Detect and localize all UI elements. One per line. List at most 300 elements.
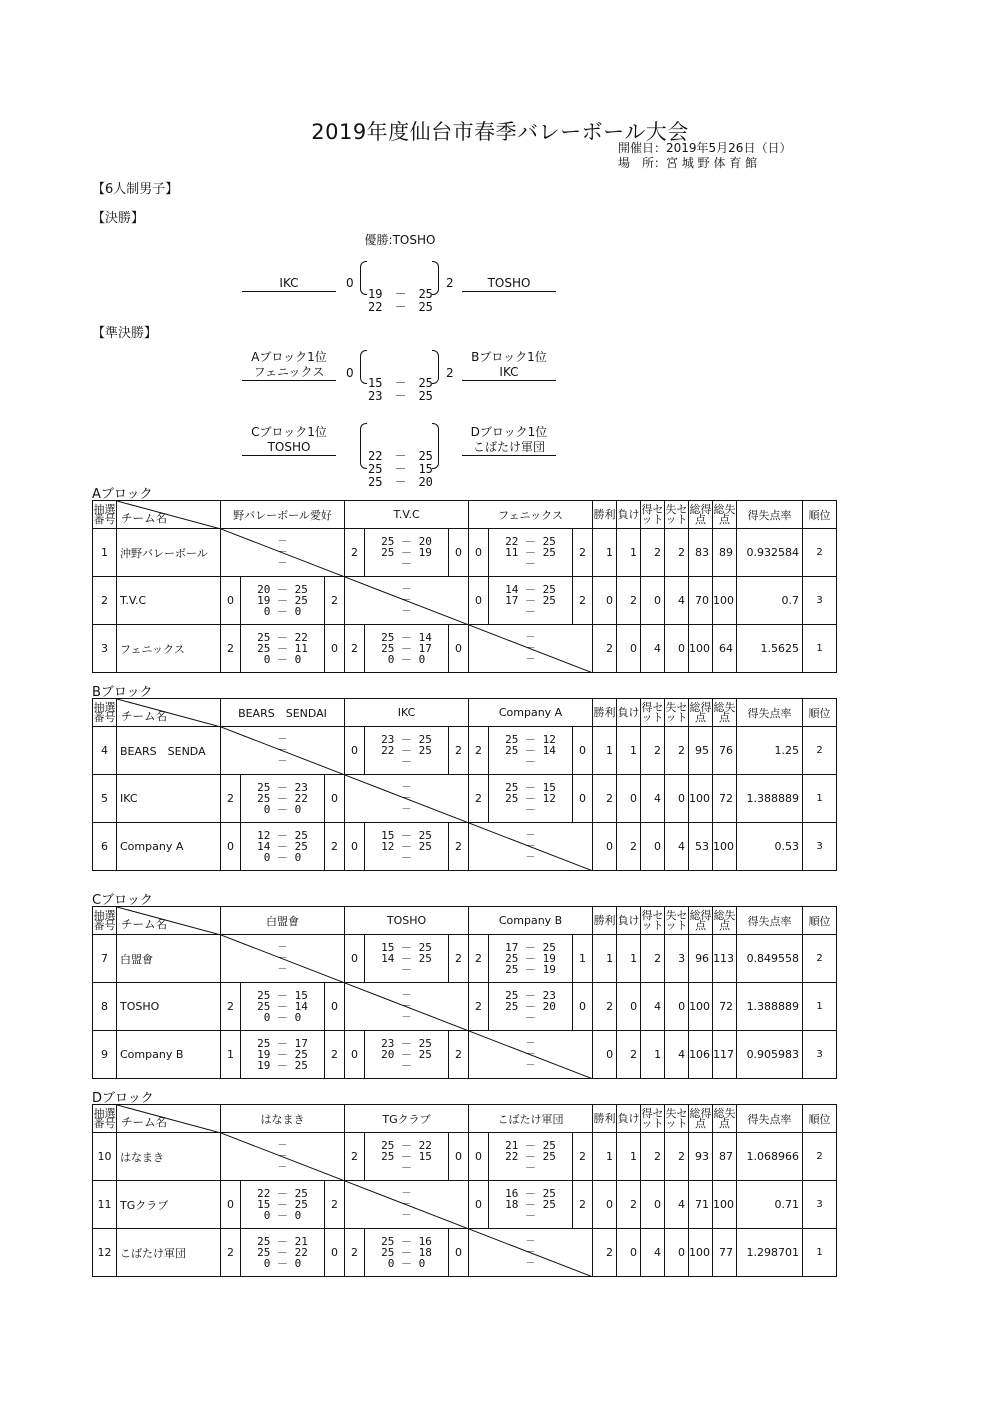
self-match-dashes: － － － bbox=[277, 536, 288, 569]
header-opponent: こばたけ軍団 bbox=[469, 1105, 593, 1133]
sets-lost-cell: 2 bbox=[573, 529, 593, 577]
stat-wins: 0 bbox=[593, 823, 617, 871]
sets-won-cell: 0 bbox=[221, 1181, 241, 1229]
set-score: － bbox=[401, 851, 412, 864]
stat-rank: 1 bbox=[803, 775, 837, 823]
self-match-dashes: － － － bbox=[525, 1236, 536, 1269]
set-scores bbox=[365, 1133, 449, 1181]
stat-wins: 1 bbox=[593, 529, 617, 577]
draw-no: 12 bbox=[93, 1229, 117, 1277]
stat-wins: 2 bbox=[593, 983, 617, 1031]
stat-sets-won: 4 bbox=[641, 625, 665, 673]
stat-sets-lost: 2 bbox=[665, 727, 689, 775]
set-score: 0 － 0 bbox=[263, 803, 302, 816]
header-opponent: TOSHO bbox=[345, 907, 469, 935]
team-name: TOSHO bbox=[117, 983, 221, 1031]
header-stat: 失セット bbox=[665, 501, 689, 529]
set-score: 25 － 18 bbox=[381, 1246, 432, 1259]
stat-losses: 1 bbox=[617, 529, 641, 577]
set-score: 25 － 22 bbox=[257, 1246, 308, 1259]
stat-ratio: 0.71 bbox=[737, 1181, 803, 1229]
set-score: 17 － 25 bbox=[505, 941, 556, 954]
semi1-scores: 15 － 25 23 － 25 bbox=[368, 376, 433, 403]
draw-no: 4 bbox=[93, 727, 117, 775]
set-score: 25 － 17 bbox=[381, 642, 432, 655]
self-match-dashes: － － － bbox=[525, 1038, 536, 1071]
set-score: 0 － 0 bbox=[263, 605, 302, 618]
set-score: － bbox=[525, 1161, 537, 1174]
header-ratio: 得失点率 bbox=[737, 907, 803, 935]
set-scores bbox=[489, 577, 573, 625]
header-opponent: TGクラブ bbox=[345, 1105, 469, 1133]
stat-sets-won: 0 bbox=[641, 577, 665, 625]
draw-no: 9 bbox=[93, 1031, 117, 1079]
stat-ratio: 0.849558 bbox=[737, 935, 803, 983]
sets-won-cell: 2 bbox=[469, 983, 489, 1031]
semi1-bracket-left bbox=[360, 350, 367, 384]
stat-sets-lost: 0 bbox=[665, 625, 689, 673]
stat-sets-lost: 4 bbox=[665, 577, 689, 625]
set-score: 12 － 25 bbox=[381, 840, 432, 853]
header-rank: 順位 bbox=[803, 699, 837, 727]
header-team bbox=[117, 501, 221, 529]
stat-losses: 1 bbox=[617, 1133, 641, 1181]
stat-points-for: 71 bbox=[689, 1181, 713, 1229]
header-stat: 得セット bbox=[641, 699, 665, 727]
sets-won-cell: 2 bbox=[221, 775, 241, 823]
stat-rank: 2 bbox=[803, 1133, 837, 1181]
stat-points-against: 76 bbox=[713, 727, 737, 775]
set-scores bbox=[241, 1229, 325, 1277]
block-table bbox=[92, 500, 837, 673]
set-score: 22 － 25 bbox=[505, 535, 556, 548]
stat-rank: 1 bbox=[803, 625, 837, 673]
stat-points-against: 72 bbox=[713, 983, 737, 1031]
event-date: 開催日：2019年5月26日（日） bbox=[618, 141, 792, 155]
table-row bbox=[93, 1133, 837, 1181]
set-scores bbox=[241, 1031, 325, 1079]
set-scores bbox=[241, 1181, 325, 1229]
sets-lost-cell: 2 bbox=[573, 1181, 593, 1229]
team-name: TGクラブ bbox=[117, 1181, 221, 1229]
set-score: 25 － 19 bbox=[505, 952, 556, 965]
header-team bbox=[117, 907, 221, 935]
header-team-label: チーム名 bbox=[121, 511, 167, 525]
set-score: 0 － 0 bbox=[387, 653, 426, 666]
sets-won-cell: 2 bbox=[221, 625, 241, 673]
table-row bbox=[93, 1031, 837, 1079]
stat-sets-lost: 0 bbox=[665, 983, 689, 1031]
set-score: 22 － 25 bbox=[257, 1187, 308, 1200]
team-name: フェニックス bbox=[117, 625, 221, 673]
sets-won-cell: 2 bbox=[221, 1229, 241, 1277]
set-score: 25 － 23 bbox=[257, 781, 308, 794]
set-score: 19 － 25 bbox=[257, 594, 308, 607]
header-stat: 総失点 bbox=[713, 907, 737, 935]
set-score: 25 － 20 bbox=[505, 1000, 556, 1013]
sets-won-cell: 2 bbox=[469, 935, 489, 983]
header-diagonal bbox=[117, 1105, 221, 1133]
sets-won-cell: 1 bbox=[221, 1031, 241, 1079]
stat-sets-lost: 4 bbox=[665, 1181, 689, 1229]
stat-points-for: 93 bbox=[689, 1133, 713, 1181]
final-team-left: IKC bbox=[242, 276, 336, 292]
stat-sets-won: 4 bbox=[641, 775, 665, 823]
header-stat: 総得点 bbox=[689, 699, 713, 727]
set-score: － bbox=[401, 755, 412, 768]
sets-won-cell: 2 bbox=[345, 529, 365, 577]
set-score: 25 － 22 bbox=[257, 631, 308, 644]
header-stat: 得セット bbox=[641, 1105, 665, 1133]
header-opponent: T.V.C bbox=[345, 501, 469, 529]
set-score: － bbox=[525, 803, 537, 816]
set-score: － bbox=[525, 605, 537, 618]
set-score: 0 － 0 bbox=[387, 1257, 426, 1270]
stat-points-for: 100 bbox=[689, 625, 713, 673]
header-stat: 負け bbox=[617, 501, 641, 529]
header-opponent: はなまき bbox=[221, 1105, 345, 1133]
table-row bbox=[93, 935, 837, 983]
self-match-cell bbox=[221, 1133, 345, 1181]
final-winner: 優勝:TOSHO bbox=[364, 233, 436, 247]
semi1-right-team: IKC bbox=[462, 365, 556, 381]
table-row bbox=[93, 775, 837, 823]
stat-points-for: 96 bbox=[689, 935, 713, 983]
set-score: 12 － 25 bbox=[257, 829, 308, 842]
set-score: 11 － 25 bbox=[505, 546, 556, 559]
stat-losses: 2 bbox=[617, 577, 641, 625]
table-row bbox=[93, 727, 837, 775]
self-match-cell bbox=[221, 529, 345, 577]
semi2-bracket-right bbox=[432, 423, 439, 469]
stat-points-for: 53 bbox=[689, 823, 713, 871]
final-right-sets: 2 bbox=[446, 276, 454, 290]
stat-wins: 2 bbox=[593, 625, 617, 673]
stat-sets-lost: 3 bbox=[665, 935, 689, 983]
sets-won-cell: 0 bbox=[469, 577, 489, 625]
stat-points-against: 87 bbox=[713, 1133, 737, 1181]
set-score: 25 － 15 bbox=[257, 989, 308, 1002]
stat-sets-won: 2 bbox=[641, 727, 665, 775]
stat-sets-lost: 2 bbox=[665, 1133, 689, 1181]
set-score: 25 － 14 bbox=[505, 744, 556, 757]
set-score: 25 － 14 bbox=[257, 1000, 308, 1013]
event-meta bbox=[618, 141, 791, 171]
table-row bbox=[93, 529, 837, 577]
stat-ratio: 0.7 bbox=[737, 577, 803, 625]
set-scores bbox=[365, 727, 449, 775]
sets-won-cell: 0 bbox=[469, 1133, 489, 1181]
set-score: 0 － 0 bbox=[263, 653, 302, 666]
sets-lost-cell: 0 bbox=[449, 529, 469, 577]
set-scores bbox=[489, 775, 573, 823]
header-stat: 総失点 bbox=[713, 699, 737, 727]
stat-losses: 1 bbox=[617, 727, 641, 775]
set-score: 19 － 25 bbox=[257, 1048, 308, 1061]
set-scores bbox=[489, 529, 573, 577]
sets-lost-cell: 0 bbox=[573, 983, 593, 1031]
set-score: 25 － 19 bbox=[381, 546, 432, 559]
stat-ratio: 1.5625 bbox=[737, 625, 803, 673]
set-scores bbox=[241, 823, 325, 871]
semi1-bracket-right bbox=[432, 350, 439, 384]
header-diagonal bbox=[117, 699, 221, 727]
header-stat: 総得点 bbox=[689, 907, 713, 935]
stat-wins: 1 bbox=[593, 727, 617, 775]
set-scores bbox=[489, 1133, 573, 1181]
semi1-left-sets: 0 bbox=[346, 366, 354, 380]
sets-won-cell: 0 bbox=[469, 1181, 489, 1229]
sets-lost-cell: 0 bbox=[325, 983, 345, 1031]
set-score: 19 － 25 bbox=[257, 1059, 308, 1072]
header-stat: 負け bbox=[617, 699, 641, 727]
sets-lost-cell: 0 bbox=[573, 727, 593, 775]
stat-sets-lost: 0 bbox=[665, 1229, 689, 1277]
header-opponent: Company B bbox=[469, 907, 593, 935]
semi1-right-label: Bブロック1位 bbox=[471, 350, 547, 364]
set-scores bbox=[365, 1229, 449, 1277]
sets-won-cell: 0 bbox=[345, 727, 365, 775]
self-match-cell bbox=[469, 1031, 593, 1079]
sets-won-cell: 0 bbox=[221, 577, 241, 625]
stat-ratio: 0.905983 bbox=[737, 1031, 803, 1079]
sets-lost-cell: 1 bbox=[573, 935, 593, 983]
stat-rank: 2 bbox=[803, 935, 837, 983]
self-match-dashes: － － － bbox=[401, 990, 412, 1023]
set-scores bbox=[241, 775, 325, 823]
set-score: 25 － 14 bbox=[381, 631, 432, 644]
self-match-cell bbox=[345, 1181, 469, 1229]
header-stat: 勝利 bbox=[593, 501, 617, 529]
set-score: － bbox=[401, 1161, 412, 1174]
stat-rank: 3 bbox=[803, 823, 837, 871]
self-match-cell bbox=[469, 1229, 593, 1277]
set-score: 18 － 25 bbox=[505, 1198, 556, 1211]
final-scores: 19 － 25 22 － 25 bbox=[368, 287, 433, 314]
set-scores bbox=[365, 529, 449, 577]
sets-lost-cell: 2 bbox=[325, 823, 345, 871]
stat-ratio: 0.53 bbox=[737, 823, 803, 871]
set-score: 22 － 25 bbox=[505, 1150, 556, 1163]
self-match-cell bbox=[345, 775, 469, 823]
header-opponent: フェニックス bbox=[469, 501, 593, 529]
semi2-bracket-left bbox=[360, 423, 367, 469]
stat-rank: 1 bbox=[803, 1229, 837, 1277]
table-row bbox=[93, 823, 837, 871]
set-score: 14 － 25 bbox=[505, 583, 556, 596]
stat-losses: 1 bbox=[617, 935, 641, 983]
stat-rank: 3 bbox=[803, 577, 837, 625]
stat-sets-lost: 2 bbox=[665, 529, 689, 577]
header-diagonal bbox=[117, 501, 221, 529]
stat-losses: 0 bbox=[617, 1229, 641, 1277]
team-name: こばたけ軍団 bbox=[117, 1229, 221, 1277]
stat-points-for: 100 bbox=[689, 1229, 713, 1277]
header-stat: 総得点 bbox=[689, 501, 713, 529]
set-scores bbox=[489, 727, 573, 775]
set-score: 25 － 15 bbox=[505, 781, 556, 794]
header-row bbox=[93, 907, 837, 935]
sets-won-cell: 0 bbox=[469, 529, 489, 577]
sets-won-cell: 0 bbox=[221, 823, 241, 871]
set-score: 25 － 19 bbox=[505, 963, 556, 976]
set-score: 21 － 25 bbox=[505, 1139, 556, 1152]
set-score: － bbox=[525, 557, 537, 570]
header-opponent: IKC bbox=[345, 699, 469, 727]
stat-sets-won: 4 bbox=[641, 1229, 665, 1277]
sets-won-cell: 0 bbox=[345, 935, 365, 983]
sets-won-cell: 0 bbox=[345, 823, 365, 871]
team-name: 沖野バレーボール bbox=[117, 529, 221, 577]
semi1-left-label: Aブロック1位 bbox=[251, 350, 327, 364]
semi2-left-team: TOSHO bbox=[242, 440, 336, 456]
header-draw-no: 抽選番号 bbox=[93, 699, 117, 727]
team-name: T.V.C bbox=[117, 577, 221, 625]
set-score: 22 － 25 bbox=[381, 744, 432, 757]
header-rank: 順位 bbox=[803, 907, 837, 935]
header-stat: 得セット bbox=[641, 501, 665, 529]
header-diagonal bbox=[117, 907, 221, 935]
self-match-cell bbox=[221, 935, 345, 983]
team-name: IKC bbox=[117, 775, 221, 823]
stat-points-for: 95 bbox=[689, 727, 713, 775]
header-stat: 勝利 bbox=[593, 907, 617, 935]
stat-wins: 2 bbox=[593, 1229, 617, 1277]
stat-rank: 1 bbox=[803, 983, 837, 1031]
stat-losses: 0 bbox=[617, 775, 641, 823]
stat-losses: 2 bbox=[617, 1181, 641, 1229]
block-title: Bブロック bbox=[92, 685, 153, 700]
stat-sets-lost: 4 bbox=[665, 823, 689, 871]
stat-wins: 1 bbox=[593, 1133, 617, 1181]
stat-ratio: 1.298701 bbox=[737, 1229, 803, 1277]
set-score: 16 － 25 bbox=[505, 1187, 556, 1200]
final-left-sets: 0 bbox=[346, 276, 354, 290]
sets-lost-cell: 0 bbox=[449, 1133, 469, 1181]
sets-won-cell: 0 bbox=[345, 1031, 365, 1079]
draw-no: 7 bbox=[93, 935, 117, 983]
table-row bbox=[93, 983, 837, 1031]
draw-no: 1 bbox=[93, 529, 117, 577]
self-match-dashes: － － － bbox=[525, 632, 536, 665]
sets-won-cell: 2 bbox=[345, 1229, 365, 1277]
final-bracket-left bbox=[360, 261, 367, 295]
set-scores bbox=[489, 1181, 573, 1229]
stat-points-for: 83 bbox=[689, 529, 713, 577]
stat-wins: 2 bbox=[593, 775, 617, 823]
header-draw-no: 抽選番号 bbox=[93, 1105, 117, 1133]
sets-lost-cell: 2 bbox=[573, 1133, 593, 1181]
stat-sets-won: 2 bbox=[641, 935, 665, 983]
stat-wins: 0 bbox=[593, 1031, 617, 1079]
header-stat: 総失点 bbox=[713, 1105, 737, 1133]
set-scores bbox=[365, 935, 449, 983]
header-ratio: 得失点率 bbox=[737, 501, 803, 529]
set-scores bbox=[365, 625, 449, 673]
team-name: BEARS SENDA bbox=[117, 727, 221, 775]
stat-rank: 2 bbox=[803, 529, 837, 577]
stat-ratio: 1.388889 bbox=[737, 775, 803, 823]
stat-sets-lost: 0 bbox=[665, 775, 689, 823]
set-score: － bbox=[401, 1059, 413, 1072]
set-score: 25 － 23 bbox=[505, 989, 556, 1002]
sets-lost-cell: 2 bbox=[449, 935, 469, 983]
set-scores bbox=[365, 1031, 449, 1079]
header-stat: 総失点 bbox=[713, 501, 737, 529]
category-heading: 【6人制男子】 bbox=[92, 182, 179, 197]
stat-sets-lost: 4 bbox=[665, 1031, 689, 1079]
header-stat: 総得点 bbox=[689, 1105, 713, 1133]
block-table bbox=[92, 1104, 837, 1277]
header-row bbox=[93, 501, 837, 529]
set-score: 25 － 16 bbox=[381, 1235, 432, 1248]
header-team-label: チーム名 bbox=[121, 709, 167, 723]
self-match-dashes: － － － bbox=[401, 584, 412, 617]
sets-lost-cell: 2 bbox=[573, 577, 593, 625]
stat-ratio: 1.25 bbox=[737, 727, 803, 775]
block-title: Dブロック bbox=[92, 1091, 154, 1106]
set-score: 25 － 20 bbox=[381, 535, 432, 548]
sets-lost-cell: 2 bbox=[449, 727, 469, 775]
draw-no: 10 bbox=[93, 1133, 117, 1181]
stat-rank: 2 bbox=[803, 727, 837, 775]
sets-won-cell: 2 bbox=[221, 983, 241, 1031]
sets-lost-cell: 0 bbox=[325, 775, 345, 823]
set-score: 0 － 0 bbox=[263, 1257, 302, 1270]
stat-wins: 0 bbox=[593, 1181, 617, 1229]
set-score: － bbox=[401, 963, 413, 976]
self-match-dashes: － － － bbox=[525, 830, 536, 863]
self-match-dashes: － － － bbox=[277, 942, 288, 975]
draw-no: 8 bbox=[93, 983, 117, 1031]
stat-ratio: 1.388889 bbox=[737, 983, 803, 1031]
team-name: はなまき bbox=[117, 1133, 221, 1181]
set-score: － bbox=[525, 1209, 537, 1222]
set-score: 23 － 25 bbox=[381, 733, 432, 746]
block-table bbox=[92, 906, 837, 1079]
set-score: 15 － 25 bbox=[381, 829, 432, 842]
final-team-right: TOSHO bbox=[462, 276, 556, 292]
sets-lost-cell: 2 bbox=[325, 1031, 345, 1079]
header-stat: 負け bbox=[617, 1105, 641, 1133]
stat-losses: 2 bbox=[617, 823, 641, 871]
stat-points-against: 100 bbox=[713, 577, 737, 625]
semi1-right-sets: 2 bbox=[446, 366, 454, 380]
header-stat: 勝利 bbox=[593, 1105, 617, 1133]
table-row bbox=[93, 1229, 837, 1277]
header-stat: 得セット bbox=[641, 907, 665, 935]
set-score: － bbox=[525, 1011, 537, 1024]
semi2-scores: 22 － 25 25 － 15 25 － 20 bbox=[368, 449, 433, 489]
header-opponent: 白盟會 bbox=[221, 907, 345, 935]
set-score: 14 － 25 bbox=[381, 952, 432, 965]
set-score: 0 － 0 bbox=[263, 1209, 302, 1222]
header-team bbox=[117, 1105, 221, 1133]
header-ratio: 得失点率 bbox=[737, 1105, 803, 1133]
set-score: 25 － 12 bbox=[505, 792, 556, 805]
set-score: 15 － 25 bbox=[257, 1198, 308, 1211]
self-match-dashes: － － － bbox=[277, 1140, 288, 1173]
sets-won-cell: 2 bbox=[345, 625, 365, 673]
table-row bbox=[93, 1181, 837, 1229]
stat-losses: 0 bbox=[617, 625, 641, 673]
page-title: 2019年度仙台市春季バレーボール大会 bbox=[311, 120, 689, 144]
set-score: 23 － 25 bbox=[381, 1037, 432, 1050]
set-score: 25 － 17 bbox=[257, 1037, 308, 1050]
block-table bbox=[92, 698, 837, 871]
self-match-cell bbox=[469, 625, 593, 673]
sets-lost-cell: 2 bbox=[449, 823, 469, 871]
